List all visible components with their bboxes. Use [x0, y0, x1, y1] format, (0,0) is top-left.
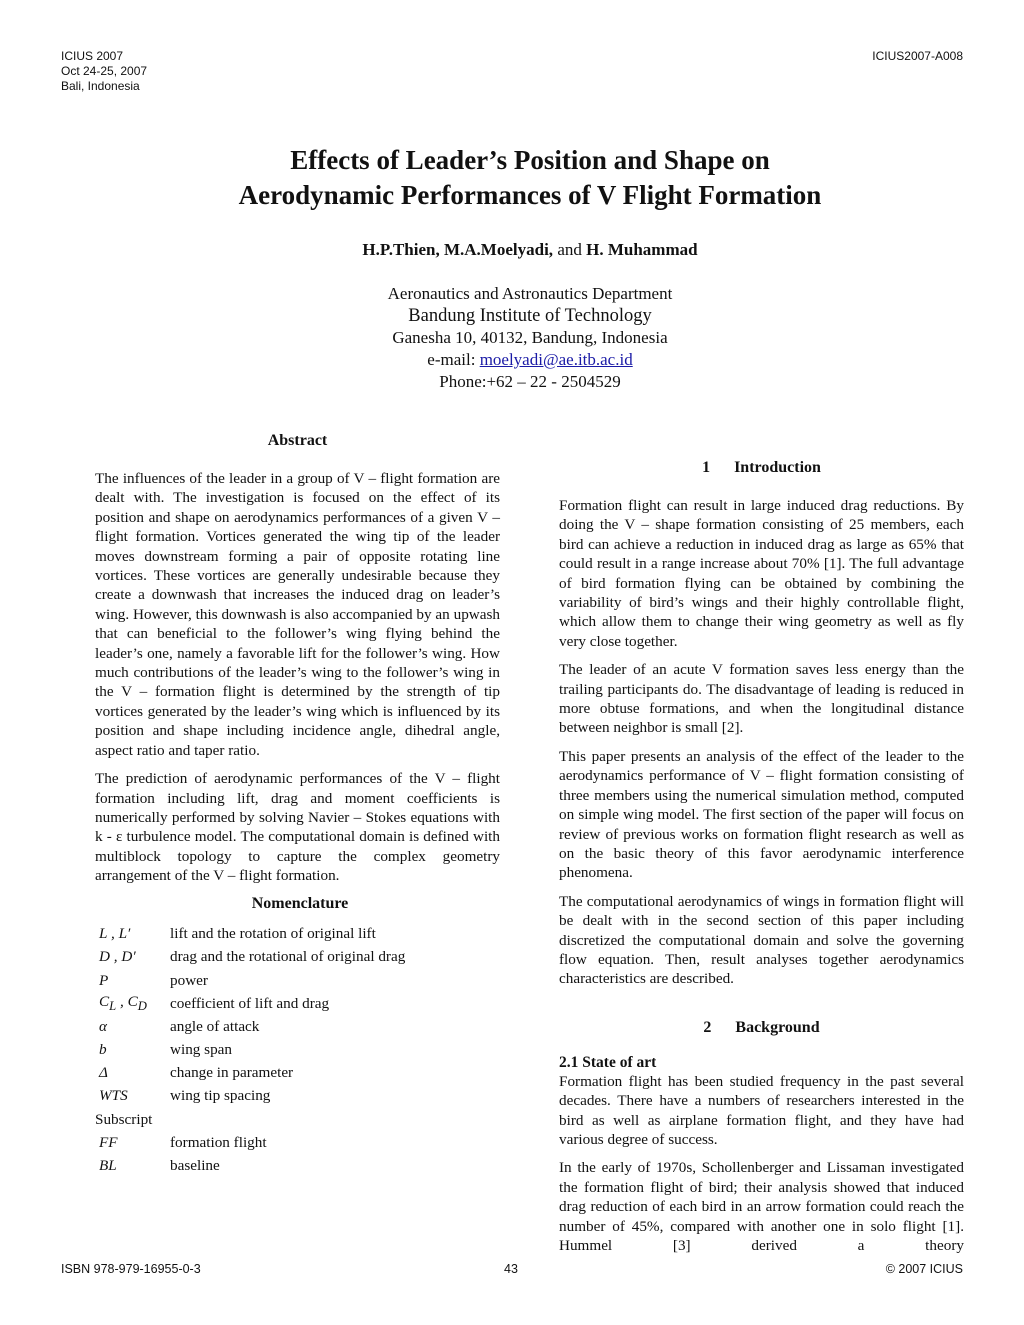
state-of-art-subheading: 2.1 State of art [559, 1053, 657, 1071]
introduction-heading: 1 Introduction [702, 459, 821, 476]
affiliation-dept: Aeronautics and Astronautics Department [387, 284, 673, 303]
nomenclature-symbol: D , D′ [99, 948, 136, 966]
nomenclature-symbol: Δ [99, 1064, 108, 1082]
affiliation [0, 283, 1024, 393]
nomenclature-symbol: L , L′ [99, 925, 131, 943]
table-row [95, 1154, 405, 1177]
table-row [95, 1062, 405, 1085]
table-row [95, 923, 405, 946]
affiliation-institute: Bandung Institute of Technology [408, 306, 652, 326]
nomenclature-table [95, 923, 405, 1178]
nomenclature-description: change in parameter [170, 1064, 294, 1082]
table-row [95, 1131, 405, 1154]
subscript-letter: D [137, 999, 147, 1014]
affiliation-phone: Phone:+62 – 22 - 2504529 [439, 372, 621, 391]
subscript-letter: L [109, 999, 117, 1014]
table-row [95, 1108, 405, 1131]
table-row [95, 992, 405, 1015]
nomenclature-description [170, 1108, 405, 1131]
conference-info [61, 49, 147, 94]
introduction-paragraph-1: Formation flight can result in large induced drag reductions. By doing the V – shape formation consisting of 25 members, each bird can achieve a reduction in induced drag as large as 65% that could result in a range increase about 70% [1]. The full advantage of bird formation flying can be obtained by combining the variability of bird’s wings and their highly controllable flight, which allow them to change their wing geometry as well as fly very close together. [559, 497, 964, 650]
paper-title [0, 143, 1024, 213]
background-paragraph-1: Formation flight has been studied frequency in the past several decades. There have a numbers of researchers interested in the bird as well as airplane formation flight, and they have had various degree of success. [559, 1072, 964, 1148]
title-line-2: Aerodynamic Performances of V Flight Formation [238, 180, 822, 210]
nomenclature-symbol: b [99, 1041, 107, 1059]
introduction-paragraph-4: The computational aerodynamics of wings in formation flight will be dealt with in the second section of this paper including discretized the computational domain and solve the governing flow equation. Then, result analyses together aerodynamics characteristics are described. [559, 892, 964, 988]
footer-copyright: © 2007 ICIUS [885, 1262, 963, 1276]
right-column [559, 459, 964, 1255]
affiliation-address: Ganesha 10, 40132, Bandung, Indonesia [392, 328, 668, 347]
nomenclature-description: baseline [170, 1157, 220, 1174]
nomenclature-symbol: FF [99, 1133, 118, 1151]
nomenclature-description: power [170, 971, 208, 989]
nomenclature-description: wing tip spacing [170, 1087, 271, 1105]
nomenclature-symbol: P [99, 971, 109, 989]
footer-isbn: ISBN 978-979-16955-0-3 [61, 1262, 201, 1276]
left-column [95, 432, 500, 1178]
table-row [95, 946, 405, 969]
conference-dates: Oct 24-25, 2007 [61, 64, 148, 78]
email-link[interactable]: moelyadi@ae.itb.ac.id [479, 350, 633, 369]
table-row [95, 969, 405, 992]
author-list [0, 240, 1024, 260]
introduction-paragraph-3: This paper presents an analysis of the effect of the leader to the aerodynamics performance of V – flight formation consisting of three members using the numerical simulation method, computed on simple wing model. The first section of the paper will focus on review of previous works on formation flight research as well as on the basic theory of this favor aerodynamic interference phenomena. [559, 747, 964, 882]
table-row [95, 1085, 405, 1108]
nomenclature-description: formation flight [170, 1133, 267, 1151]
abstract-paragraph-2: The prediction of aerodynamic performances of the V – flight formation including lift, drag and moment coefficients is numerically performed by solving Navier – Stokes equations with k - ε turbulence model. The computational domain is defined with multiblock topology to capture the complex geometry arrangement of the V – flight formation. [95, 770, 500, 885]
background-heading: 2 Background [703, 1018, 820, 1036]
nomenclature-description: coefficient of lift and drag [170, 994, 330, 1012]
nomenclature-subscript-label: Subscript [95, 1110, 153, 1128]
author-2: M.A.Moelyadi, [443, 240, 554, 259]
introduction-paragraph-2: The leader of an acute V formation saves less energy than the trailing participants do. The disadvantage of leading is reduced in more obtuse formations, and when the longitudinal distance between neighbor is small [2]. [559, 661, 964, 737]
nomenclature-description: wing span [170, 1041, 233, 1059]
affiliation-email-line [0, 349, 1024, 371]
conference-name: ICIUS 2007 [61, 49, 124, 63]
nomenclature-heading: Nomenclature [251, 894, 349, 912]
background-paragraph-2: In the early of 1970s, Schollenberger and Lissaman investigated the formation flight of bird; their analysis showed that induced drag reduction of each bird in an arrow formation could reach the number of 45%, compared with another one in solo flight [1]. Hummel [3] derived a theory [559, 1159, 964, 1254]
paper-id: ICIUS2007-A008 [872, 49, 963, 63]
author-1: H.P.Thien, [362, 240, 440, 259]
email-label: e-mail: [427, 350, 476, 369]
author-conjunction: and [557, 240, 582, 259]
nomenclature-description: lift and the rotation of original lift [170, 925, 376, 943]
conference-location: Bali, Indonesia [61, 79, 140, 93]
nomenclature-symbol: BL [99, 1157, 117, 1174]
nomenclature-symbol: α [99, 1017, 107, 1035]
author-3: H. Muhammad [586, 240, 698, 259]
nomenclature-symbol: $C_L$ , $C_D$ [99, 993, 147, 1014]
abstract-paragraph-1: The influences of the leader in a group of V – flight formation are dealt with. The investigation is focused on the effect of its position and shape on aerodynamics performances of a given V – flight formation. Vortices generated the wing tip of the leader moves downstream forming a pair of opposite rotating line vortices. These vortices are generally undesirable because they create a downwash that increases the induced drag on leader’s wing. However, this downwash is also accompanied by an upwash that can beneficial to the follower’s wing flying behind the leader’s one, namely a favorable lift for the follower’s wing. How much contributions of the leader’s wing to the follower’s wing in the V – formation flight is determined by the strength of tip vortices generated by the leader’s wing which is influenced by its position and shape including incidence angle, dihedral angle, aspect ratio and taper ratio. [95, 470, 500, 759]
nomenclature-symbol: WTS [99, 1087, 128, 1105]
abstract-heading: Abstract [267, 432, 328, 449]
nomenclature-description: angle of attack [170, 1017, 260, 1035]
table-row [95, 1038, 405, 1061]
table-row [95, 1015, 405, 1038]
page-number: 43 [504, 1262, 518, 1276]
title-line-1: Effects of Leader’s Position and Shape on [290, 145, 770, 175]
nomenclature-description: drag and the rotational of original drag [170, 948, 406, 966]
